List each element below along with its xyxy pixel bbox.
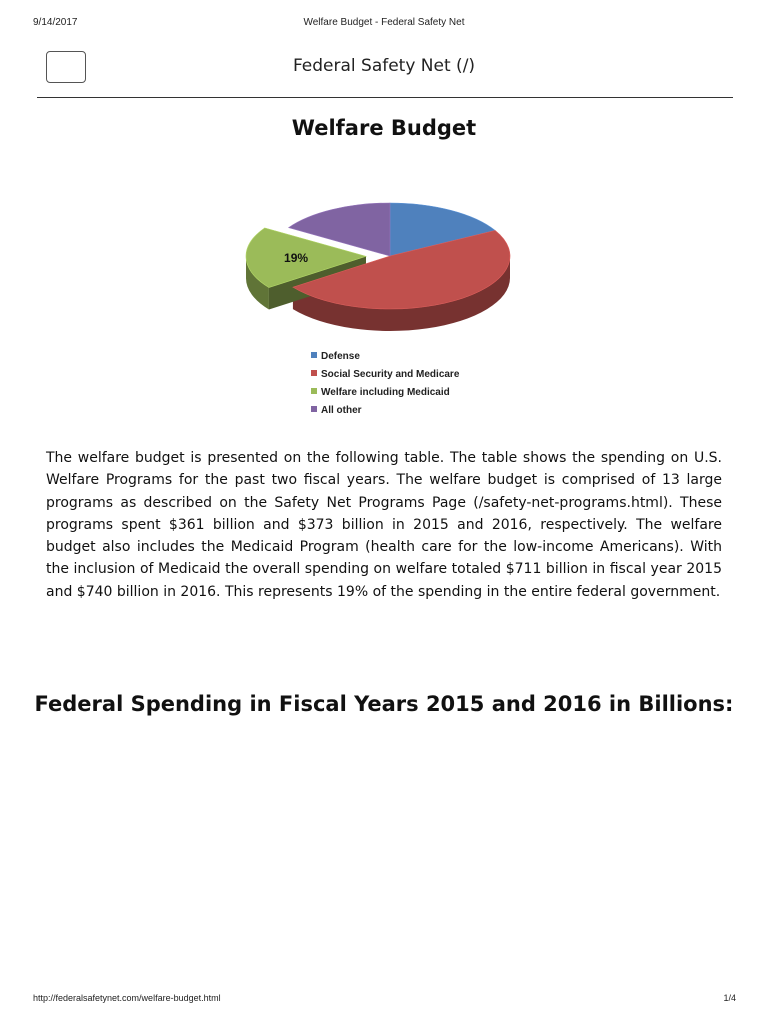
print-url: http://federalsafetynet.com/welfare-budget.html [33, 993, 221, 1003]
legend-label-2: Welfare including Medicaid [321, 387, 450, 398]
legend-swatch-1 [311, 370, 317, 376]
header-divider [37, 97, 733, 98]
print-footer [33, 993, 736, 1007]
legend-swatch-3 [311, 406, 317, 412]
print-page-title: Welfare Budget - Federal Safety Net [303, 17, 465, 28]
budget-pie-chart [240, 196, 530, 426]
pie-chart-svg [240, 196, 530, 426]
legend-label-3: All other [321, 405, 362, 416]
pie-data-label-2: 19% [284, 251, 309, 266]
legend-label-1: Social Security and Medicare [321, 369, 460, 380]
legend-swatch-2 [311, 388, 317, 394]
body-paragraph: The welfare budget is presented on the following table. The table shows the spending on U.S. Welfare Programs for the past two fiscal years. The welfare budget is comprised of 13 large programs as described on the Safety Net Programs Page (/safety-net-programs.html). These programs spent $361 billion and $373 billion in 2015 and 2016, respectively. The welfare budget also includes the Medicaid Program (health care for the low-income Americans). With the inclusion of Medicaid the overall spending on welfare totaled $711 billion in fiscal year 2015 and $740 billion in 2016. This represents 19% of the spending in the entire federal government. [46, 450, 722, 600]
print-header [33, 17, 735, 31]
site-title-link[interactable]: Federal Safety Net (/) [292, 56, 476, 76]
print-date: 9/14/2017 [33, 17, 78, 28]
legend-swatch-0 [311, 352, 317, 358]
print-page-number: 1/4 [723, 993, 736, 1003]
section-title: Federal Spending in Fiscal Years 2015 and 2016 in Billions: [34, 692, 734, 716]
page-title: Welfare Budget [291, 116, 477, 140]
legend-label-0: Defense [321, 351, 360, 362]
